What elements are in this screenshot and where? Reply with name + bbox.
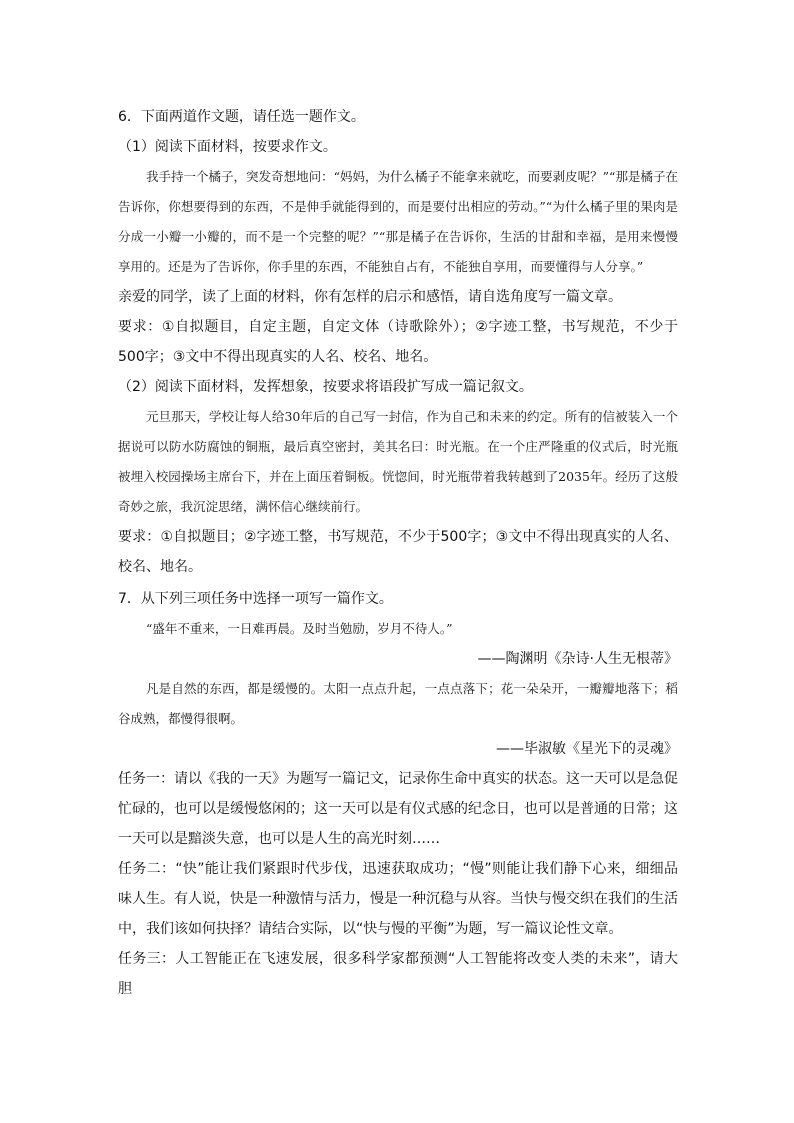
question-7-title: 7．从下列三项任务中选择一项写一篇作文。	[118, 591, 393, 607]
question-6-title: 6．下面两道作文题，请任选一题作文。	[118, 109, 365, 125]
q7-attribution-2: ——毕淑敏《星光下的灵魂》	[496, 741, 678, 757]
document-page	[118, 100, 678, 1004]
q6-part2-material: 元旦那天，学校让每人给30年后的自己写一封信，作为自己和未来的约定。所有的信被装入一个据说可以防水防腐蚀的铜瓶，最后真空密封，美其名曰：时光瓶。在一个庄严隆重的仪式后，时光瓶被埋入校园操场主席台下，并在上面压着铜板。恍惚间，时光瓶带着我转越到了2035年。经历了这般奇妙之旅，我沉淀思绪，满怀信心继续前行。	[118, 409, 678, 514]
q6-part1-material: 我手持一个橘子，突发奇想地问：“妈妈，为什么橘子不能拿来就吃，而要剥皮呢？”“那是橘子在告诉你，你想要得到的东西，不是伸手就能得到的，而是要付出相应的劳动。”“为什么橘子里的果肉是分成一小瓣一小瓣的，而不是一个完整的呢？”“那是橘子在告诉你，生活的甘甜和幸福，是用来慢慢享用的。还是为了告诉你，你手里的东西，不能独自占有，不能独自享用，而要懂得与人分享。”	[118, 169, 678, 274]
q7-quote-1: “盛年不重来，一日难再晨。及时当勉励，岁月不待人。”	[146, 621, 453, 636]
q6-part1-heading: （1）阅读下面材料，按要求作文。	[118, 139, 337, 155]
q6-part1-prompt: 亲爱的同学，读了上面的材料，你有怎样的启示和感悟，请自选角度写一篇文章。	[118, 289, 622, 305]
q6-part2-heading: （2）阅读下面材料，发挥想象，按要求将语段扩写成一篇记叙文。	[118, 379, 533, 395]
q7-task-3: 任务三：人工智能正在飞速发展，很多科学家都预测“人工智能将改变人类的未来”，请大胆	[118, 951, 678, 997]
q7-quote-2: 凡是自然的东西，都是缓慢的。太阳一点点升起，一点点落下；花一朵朵开，一瓣瓣地落下；稻谷成熟，都慢得很啊。	[118, 681, 678, 726]
q7-attribution-1: ——陶渊明《杂诗·人生无根蒂》	[477, 651, 678, 667]
q7-task-1: 任务一：请以《我的一天》为题写一篇记文，记录你生命中真实的状态。这一天可以是急促忙碌的，也可以是缓慢悠闲的；这一天可以是有仪式感的纪念日，也可以是普通的日常；这一天可以是黯淡失意，也可以是人生的高光时刻……	[118, 771, 678, 847]
q6-part1-requirement: 要求：①自拟题目，自定主题，自定文体（诗歌除外）；②字迹工整，书写规范，不少于500字；③文中不得出现真实的人名、校名、地名。	[118, 319, 678, 365]
q6-part2-requirement: 要求：①自拟题目；②字迹工整，书写规范，不少于500字；③文中不得出现真实的人名、校名、地名。	[118, 529, 678, 575]
q7-task-2: 任务二：“快”能让我们紧跟时代步伐，迅速获取成功；“慢”则能让我们静下心来，细细品味人生。有人说，快是一种激情与活力，慢是一种沉稳与从容。当快与慢交织在我们的生活中，我们该如何抉择？请结合实际，以“快与慢的平衡”为题，写一篇议论性文章。	[118, 861, 678, 937]
